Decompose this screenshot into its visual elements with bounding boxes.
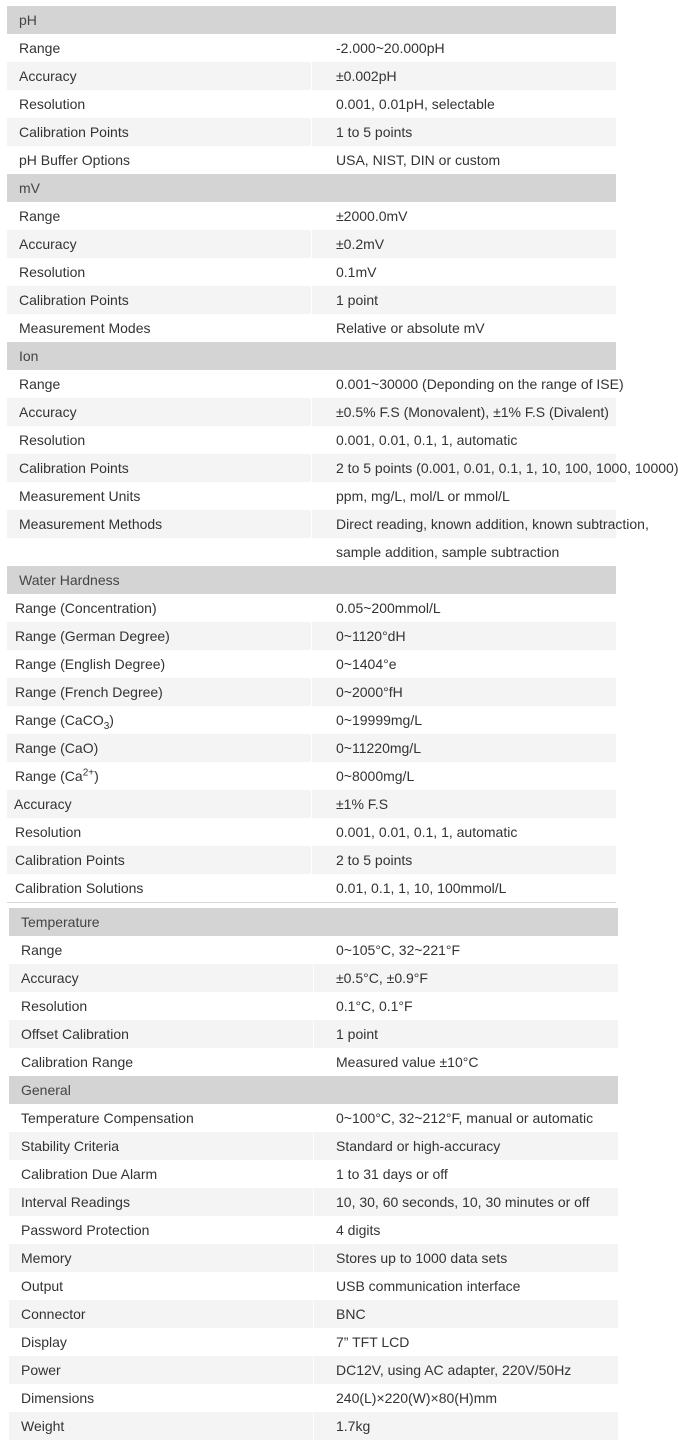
table-row — [7, 314, 616, 342]
spec-value: 0.001~30000 (Deponding on the range of ISE) — [312, 370, 617, 398]
table-row — [7, 118, 616, 146]
spec-label: Accuracy — [7, 790, 312, 818]
spec-label: Password Protection — [9, 1216, 314, 1244]
table-row — [9, 1020, 618, 1048]
table-row — [7, 454, 616, 482]
spec-value: -2.000~20.000pH — [312, 34, 617, 62]
table-row — [9, 1160, 618, 1188]
section-title: Temperature — [9, 908, 618, 936]
spec-label: Measurement Modes — [7, 314, 312, 342]
table-row — [9, 1328, 618, 1356]
spec-value: 0~8000mg/L — [312, 762, 617, 790]
table-row — [7, 790, 616, 818]
spec-label: Calibration Solutions — [7, 874, 312, 902]
spec-value: ±0.2mV — [312, 230, 617, 258]
table-row — [9, 992, 618, 1020]
spec-label: Range — [7, 34, 312, 62]
table-row — [9, 964, 618, 992]
spec-label: Calibration Points — [7, 846, 312, 874]
table-row — [7, 874, 616, 902]
spec-label: Range (CaO) — [7, 734, 312, 762]
section-title: Water Hardness — [7, 566, 616, 594]
table-row — [7, 510, 616, 538]
table-row — [9, 1300, 618, 1328]
spec-label: Display — [9, 1328, 314, 1356]
table-row — [7, 90, 616, 118]
table-row — [7, 846, 616, 874]
spec-value: 2 to 5 points — [312, 846, 617, 874]
spec-value: USA, NIST, DIN or custom — [312, 146, 617, 174]
spec-label: Power — [9, 1356, 314, 1384]
table-row — [9, 1412, 618, 1440]
table-row — [7, 230, 616, 258]
section-header-general — [9, 1076, 618, 1104]
spec-value: 0~1404°e — [312, 650, 617, 678]
spec-value: 0.1mV — [312, 258, 617, 286]
formula-superscript: 2+ — [82, 767, 95, 779]
spec-value: 0~2000°fH — [312, 678, 617, 706]
spec-table-lower — [9, 908, 618, 1440]
spec-label: Resolution — [7, 258, 312, 286]
spec-label: Connector — [9, 1300, 314, 1328]
spec-value: ppm, mg/L, mol/L or mmol/L — [312, 482, 617, 510]
spec-value: 1.7kg — [314, 1412, 619, 1440]
table-row — [7, 762, 616, 790]
table-row — [7, 146, 616, 174]
spec-value: 1 to 31 days or off — [314, 1160, 619, 1188]
section-title: Ion — [7, 342, 616, 370]
spec-value: 0~100°C, 32~212°F, manual or automatic — [314, 1104, 619, 1132]
table-row — [9, 1216, 618, 1244]
spec-value: 7” TFT LCD — [314, 1328, 619, 1356]
table-row — [7, 370, 616, 398]
spec-value: 0.001, 0.01, 0.1, 1, automatic — [312, 818, 617, 846]
spec-value: Direct reading, known addition, known subtraction, — [312, 510, 617, 538]
spec-value: Measured value ±10°C — [314, 1048, 619, 1076]
spec-label-text: Range (Ca — [15, 768, 83, 784]
spec-label: Measurement Units — [7, 482, 312, 510]
spec-table-upper — [7, 6, 678, 902]
spec-label: Resolution — [7, 818, 312, 846]
spec-value: 240(L)×220(W)×80(H)mm — [314, 1384, 619, 1412]
spec-value: 10, 30, 60 seconds, 10, 30 minutes or off — [314, 1188, 619, 1216]
table-row — [7, 706, 616, 734]
table-row — [9, 1272, 618, 1300]
table-row — [7, 62, 616, 90]
spec-label: Stability Criteria — [9, 1132, 314, 1160]
spec-label: Range — [7, 370, 312, 398]
table-row — [9, 1356, 618, 1384]
spec-value: 0.1°C, 0.1°F — [314, 992, 619, 1020]
spec-label: Output — [9, 1272, 314, 1300]
spec-value: ±2000.0mV — [312, 202, 617, 230]
spec-label-text: Range (CaCO — [15, 712, 104, 728]
table-row — [7, 34, 616, 62]
section-title: General — [9, 1076, 618, 1104]
table-row — [7, 818, 616, 846]
table-row — [9, 1244, 618, 1272]
table-separator — [7, 902, 616, 903]
spec-value: Stores up to 1000 data sets — [314, 1244, 619, 1272]
spec-value: Standard or high-accuracy — [314, 1132, 619, 1160]
spec-label: Accuracy — [7, 398, 312, 426]
spec-value: ±0.002pH — [312, 62, 617, 90]
spec-label: Range — [7, 202, 312, 230]
formula-close: ) — [94, 768, 99, 784]
spec-value: ±0.5% F.S (Monovalent), ±1% F.S (Divalent) — [312, 398, 617, 426]
formula-close: ) — [109, 712, 114, 728]
spec-value: Relative or absolute mV — [312, 314, 617, 342]
spec-label: Resolution — [7, 426, 312, 454]
spec-label — [7, 538, 312, 566]
spec-label: Temperature Compensation — [9, 1104, 314, 1132]
section-title: pH — [7, 6, 616, 34]
table-row — [7, 482, 616, 510]
spec-value: USB communication interface — [314, 1272, 619, 1300]
table-row — [9, 936, 618, 964]
table-row — [7, 538, 616, 566]
spec-value: DC12V, using AC adapter, 220V/50Hz — [314, 1356, 619, 1384]
spec-label: Calibration Points — [7, 454, 312, 482]
table-row — [9, 1104, 618, 1132]
spec-label: Accuracy — [9, 964, 314, 992]
spec-label: Resolution — [9, 992, 314, 1020]
spec-label: Memory — [9, 1244, 314, 1272]
spec-value: 0.001, 0.01pH, selectable — [312, 90, 617, 118]
table-row — [7, 286, 616, 314]
section-header-temperature — [9, 908, 618, 936]
spec-label: Calibration Points — [7, 286, 312, 314]
table-row — [7, 594, 616, 622]
spec-value: ±0.5°C, ±0.9°F — [314, 964, 619, 992]
table-row — [9, 1188, 618, 1216]
spec-value: 4 digits — [314, 1216, 619, 1244]
spec-value: ±1% F.S — [312, 790, 617, 818]
section-header-ph — [7, 6, 616, 34]
spec-value: 0~19999mg/L — [312, 706, 617, 734]
spec-label — [7, 762, 312, 790]
spec-value: BNC — [314, 1300, 619, 1328]
spec-label — [7, 706, 312, 734]
spec-label: Range (English Degree) — [7, 650, 312, 678]
spec-value: 1 point — [312, 286, 617, 314]
spec-value: 0~1120°dH — [312, 622, 617, 650]
spec-label: Measurement Methods — [7, 510, 312, 538]
table-row — [7, 426, 616, 454]
table-row — [9, 1048, 618, 1076]
spec-value: 2 to 5 points (0.001, 0.01, 0.1, 1, 10, 100, 1000, 10000) — [312, 454, 617, 482]
spec-value: 1 to 5 points — [312, 118, 617, 146]
spec-label: Interval Readings — [9, 1188, 314, 1216]
spec-label: Accuracy — [7, 230, 312, 258]
table-row — [9, 1132, 618, 1160]
table-row — [7, 258, 616, 286]
table-row — [7, 202, 616, 230]
section-title: mV — [7, 174, 616, 202]
table-row — [7, 398, 616, 426]
spec-value: 0.05~200mmol/L — [312, 594, 617, 622]
table-row — [7, 650, 616, 678]
spec-value: 0.01, 0.1, 1, 10, 100mmol/L — [312, 874, 617, 902]
spec-label: Dimensions — [9, 1384, 314, 1412]
table-row — [7, 622, 616, 650]
spec-label: Range (French Degree) — [7, 678, 312, 706]
spec-label: Range (German Degree) — [7, 622, 312, 650]
spec-value: 1 point — [314, 1020, 619, 1048]
spec-label: Calibration Range — [9, 1048, 314, 1076]
section-header-water-hardness — [7, 566, 616, 594]
table-row — [7, 678, 616, 706]
spec-value: 0~11220mg/L — [312, 734, 617, 762]
spec-label: pH Buffer Options — [7, 146, 312, 174]
table-row — [7, 734, 616, 762]
table-row — [9, 1384, 618, 1412]
spec-label: Range (Concentration) — [7, 594, 312, 622]
spec-label: Resolution — [7, 90, 312, 118]
spec-value: 0~105°C, 32~221°F — [314, 936, 619, 964]
spec-label: Calibration Due Alarm — [9, 1160, 314, 1188]
spec-value: sample addition, sample subtraction — [312, 538, 617, 566]
spec-label: Range — [9, 936, 314, 964]
section-header-ion — [7, 342, 616, 370]
spec-label: Calibration Points — [7, 118, 312, 146]
spec-label: Weight — [9, 1412, 314, 1440]
spec-label: Offset Calibration — [9, 1020, 314, 1048]
formula-subscript: 3 — [103, 720, 110, 732]
spec-value: 0.001, 0.01, 0.1, 1, automatic — [312, 426, 617, 454]
spec-label: Accuracy — [7, 62, 312, 90]
section-header-mv — [7, 174, 616, 202]
